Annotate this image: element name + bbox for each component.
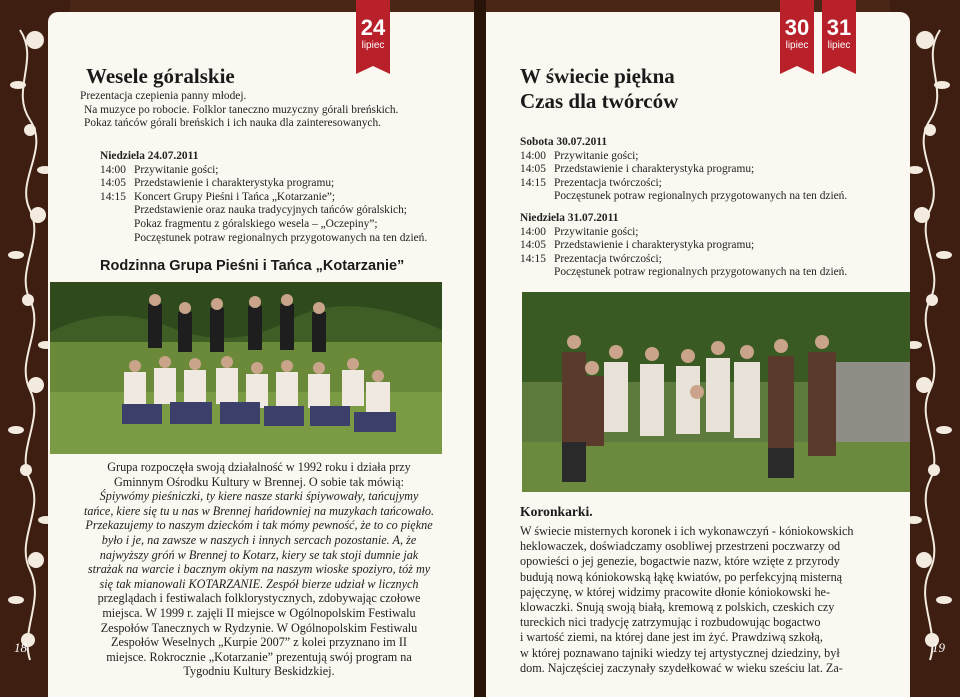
schedule-time: 14:15: [520, 252, 546, 265]
right-schedule-day1: [520, 136, 847, 204]
body-line: i wartość ziemi, na której dane jest im żyć. Prawdziwą szkołą,: [520, 630, 823, 645]
schedule-item: Przedstawienie i charakterystyka programu;: [554, 239, 755, 252]
badge-month: lipiec: [785, 40, 809, 51]
caption-line: Zespołów Tanecznych w Rydzynie. W Ogólnopolskim Festiwalu: [100, 620, 418, 635]
badge-day: 24: [360, 15, 386, 40]
caption-line: Grupa rozpoczęła swoją działalność w 1992 roku i działa przy: [107, 460, 411, 474]
intro-line: Prezentacja czepienia panny młodej.: [80, 90, 247, 102]
schedule-time: 14:00: [100, 163, 126, 176]
page-number-right: 19: [932, 640, 945, 655]
group-heading: Rodzinna Grupa Pieśni i Tańca „Kotarzanie”: [100, 258, 405, 274]
body-line: tureckich nici tradycję zatrzymując i rozbudowując bogactwo: [520, 615, 821, 630]
schedule-item: Przedstawienie i charakterystyka programu;: [134, 177, 335, 190]
left-page: [48, 12, 474, 697]
caption-line: tańce, kiere się tu u nas w Brennej hańdowniej na muzykach tańcowało.: [83, 503, 435, 518]
schedule-item: Pokaz fragmentu z góralskiego wesela – „Oczepiny”;: [134, 217, 378, 230]
date-heading: Niedziela 24.07.2011: [100, 150, 199, 162]
schedule-time: 14:15: [520, 176, 546, 189]
schedule-item: Koncert Grupy Pieśni i Tańca „Kotarzanie”;: [134, 190, 336, 203]
page-number-left: 18: [14, 640, 27, 655]
caption-line: Śpiywómy pieśniczki, ty kiere nasze starki śpiywowały, tańcujymy: [99, 489, 419, 504]
date-badge-31: [822, 0, 856, 66]
body-line: budują nową kóniokowską łąkę kwiatów, po perfekcyjną misterną: [520, 569, 843, 584]
body-line: W świecie misternych koronek i ich wykonawczyń - kóniokowskich: [520, 524, 854, 538]
body-line: klowaczki. Snują swoją białą, kremową z polskich, czeskich czy: [520, 600, 835, 615]
lacemakers-body: [520, 524, 854, 676]
schedule-time: 14:05: [100, 177, 126, 190]
schedule-time: 14:15: [100, 190, 126, 203]
title-line: Czas dla twórców: [520, 89, 679, 113]
caption-line: Przekazujemy to naszym dzieckóm i tak mómy pewność, że to co piękne: [85, 518, 433, 533]
title-line: W świecie piękna: [520, 64, 675, 88]
body-line: dom. Najczęściej zaczynały szydełkować w wieku sześciu lat. Za-: [520, 660, 843, 675]
intro-line: Na muzyce po robocie. Folklor taneczno muzyczny górali breńskich.: [84, 103, 399, 116]
group-description: [54, 460, 464, 679]
left-title: Wesele góralskie: [86, 64, 235, 88]
caption-line: najwyższy gróń w Brennej to Kotarz, kiery se tak stoji dumnie jak: [99, 547, 419, 562]
date-badge-24: [356, 0, 390, 66]
body-line: pajęczynę, w której widzimy pracowite dłonie kóniokowski he-: [520, 584, 831, 599]
caption-line: Zespołów Weselnych „Kurpie 2007” z kolei przyznano im II: [111, 635, 407, 650]
body-line: opowieści o jej genezie, bogactwie nazw, które wzięte z przyrody: [520, 554, 840, 569]
caption-line: miejsca. W 1999 r. zajęli II miejsce w Ogólnopolskim Festiwalu: [102, 605, 416, 620]
caption-line: miejsce. Rokrocznie „Kotarzanie” prezentują swój program na: [106, 649, 412, 664]
caption-line: przeglądach i festiwalach folklorystycznych, zdobywając czołowe: [97, 591, 421, 606]
folk-group-photo: [50, 282, 442, 454]
caption-line: Gminnym Ośrodku Kultury w Brennej. O sobie tak mówią:: [113, 474, 405, 489]
right-title: [520, 64, 678, 114]
page-gutter: [474, 0, 486, 697]
date-heading: Niedziela 31.07.2011: [520, 212, 619, 224]
caption-line: Tygodniu Kultury Beskidzkiej.: [183, 664, 335, 679]
schedule-item: Przedstawienie i charakterystyka programu;: [554, 163, 755, 176]
caption-line: strażak na warcie i bacznym okiym na naszym wioske spoziyro, tóż my: [87, 562, 431, 577]
schedule-time: 14:00: [520, 225, 546, 238]
schedule-time: 14:05: [520, 163, 546, 176]
badge-month: lipiec: [361, 40, 385, 51]
caption-line: było i je, na zawsze w naszych i innych sercach pozostanie. A, że: [101, 532, 417, 547]
schedule-item: Poczęstunek potraw regionalnych przygotowanych na ten dzień.: [554, 190, 848, 203]
schedule-item: Przywitanie gości;: [554, 149, 639, 162]
schedule-item: Poczęstunek potraw regionalnych przygotowanych na ten dzień.: [554, 266, 848, 279]
badge-day: 31: [826, 15, 852, 40]
body-line: w której poznawano tajniki wiedzy tej artystycznej dziedziny, był: [520, 645, 840, 660]
schedule-time: 14:00: [520, 149, 546, 162]
schedule-item: Poczęstunek potraw regionalnych przygotowanych na ten dzień.: [134, 231, 428, 244]
right-schedule-day2: [520, 212, 847, 280]
schedule-item: Przywitanie gości;: [134, 163, 219, 176]
badge-day: 30: [784, 15, 810, 40]
left-schedule: [100, 150, 427, 245]
date-heading: Sobota 30.07.2011: [520, 136, 608, 148]
body-line: heklowaczek, doświadczamy osobliwej przestrzeni poczwarzy od: [520, 539, 841, 554]
lacemakers-heading: Koronkarki.: [520, 504, 593, 519]
right-page: [486, 12, 910, 697]
left-intro: [80, 90, 450, 131]
lacemakers-photo: [522, 292, 910, 492]
schedule-item: Przedstawienie oraz nauka tradycyjnych tańców góralskich;: [134, 204, 407, 217]
caption-line: się tak mianowali KOTARZANIE. Zespół bierze udział w licznych: [99, 576, 419, 591]
schedule-item: Prezentacja twórczości;: [554, 176, 662, 189]
schedule-item: Przywitanie gości;: [554, 225, 639, 238]
intro-line: Pokaz tańców górali breńskich i ich nauka dla zainteresowanych.: [84, 117, 381, 130]
date-badge-30: [780, 0, 814, 66]
badge-month: lipiec: [827, 40, 851, 51]
schedule-item: Prezentacja twórczości;: [554, 252, 662, 265]
schedule-time: 14:05: [520, 239, 546, 252]
